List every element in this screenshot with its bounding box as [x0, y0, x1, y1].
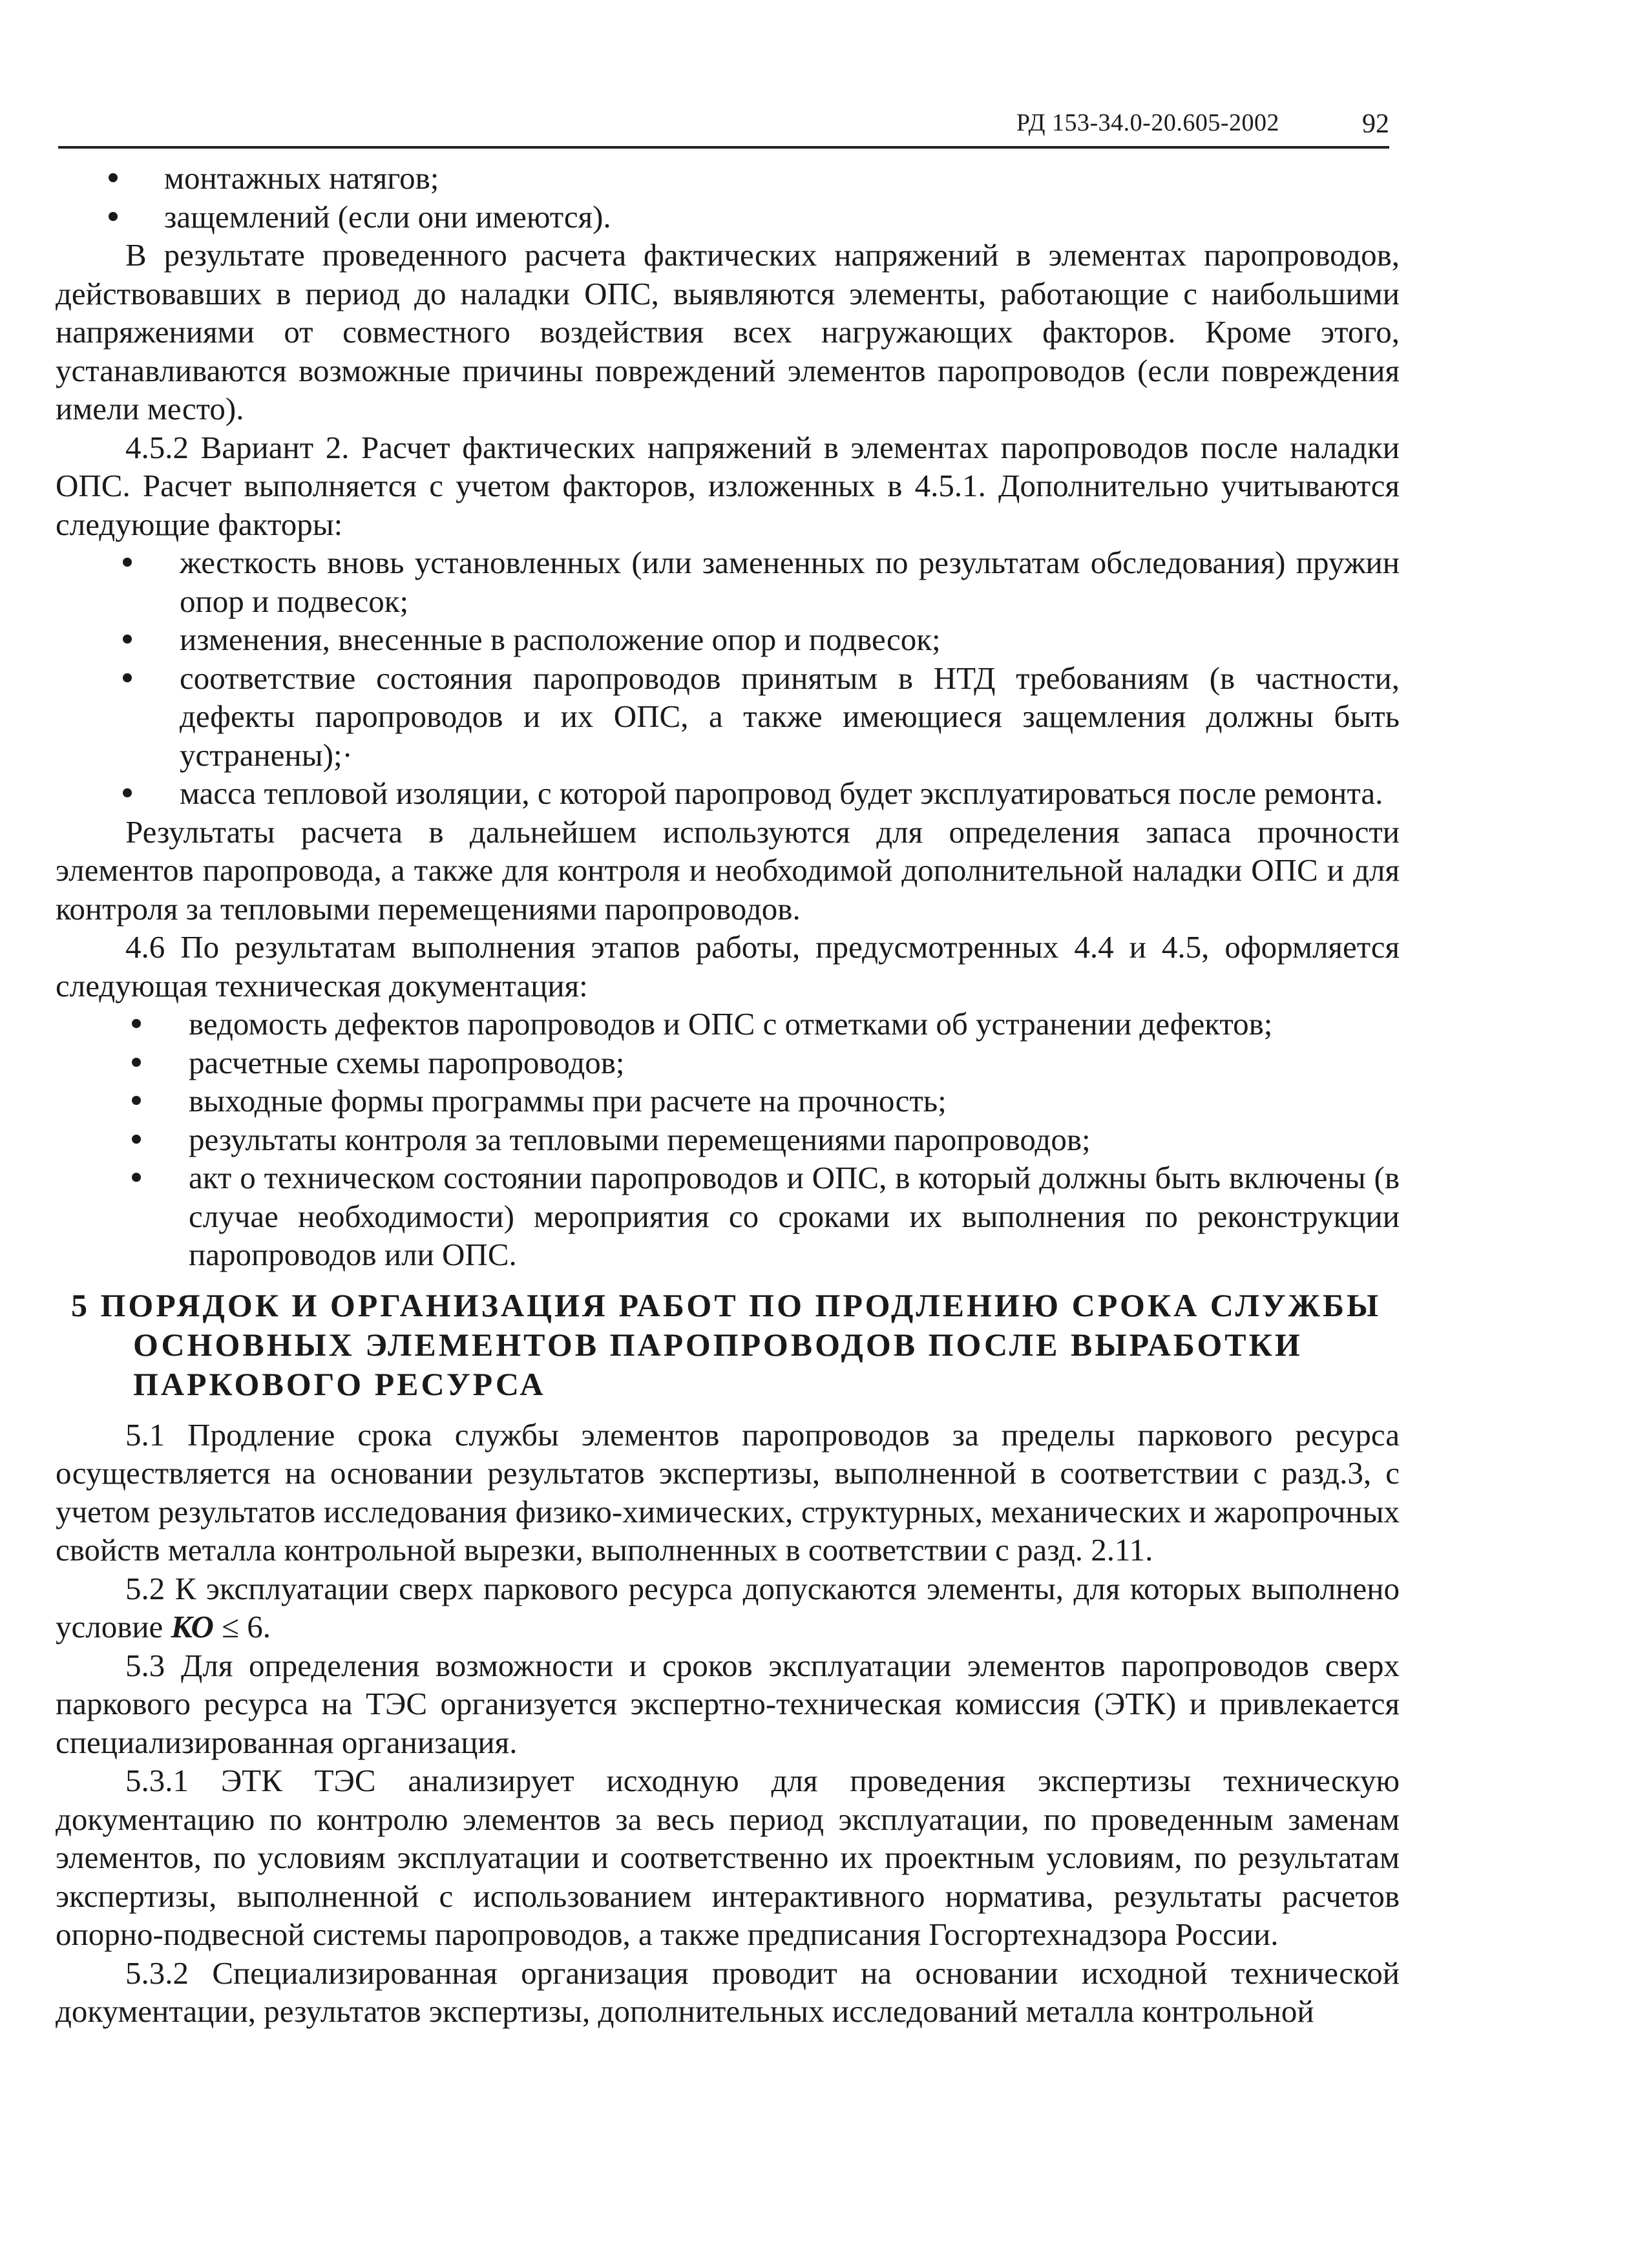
list-item-text: соответствие состояния паропроводов принятым в НТД требованиям (в частности, дефекты паропроводов и их ОПС, а также имеющиеся защемления должны быть устранены);·: [180, 660, 1400, 773]
list-item: [56, 1005, 1400, 1044]
list-item: [56, 159, 1400, 198]
paragraph-4-6: 4.6 По результатам выполнения этапов работы, предусмотренных 4.4 и 4.5, оформляется следующая техническая документация:: [56, 929, 1400, 1003]
formula-ko: КО: [171, 1609, 214, 1644]
paragraph-5-1: 5.1 Продление срока службы элементов паропроводов за пределы паркового ресурса осуществляется на основании результатов экспертизы, выполненной в соответствии с разд.3, с учетом результатов исследования физико-химических, структурных, механических и жаропрочных свойств металла контрольной вырезки, выполненных в соответствии с разд. 2.11.: [56, 1416, 1400, 1568]
list-item: [56, 543, 1400, 620]
list-item-text: изменения, внесенные в расположение опор и подвесок;: [180, 622, 941, 657]
list-item-text: защемлений (если они имеются).: [164, 198, 611, 235]
list-item-text: результаты контроля за тепловыми перемещениями паропроводов;: [189, 1121, 1091, 1157]
bullet-icon: [123, 788, 132, 797]
bullet-list-top: [56, 159, 1400, 236]
bullet-icon: [109, 212, 118, 221]
bullet-icon: [132, 1173, 141, 1182]
section-5-heading: 5 ПОРЯДОК И ОРГАНИЗАЦИЯ РАБОТ ПО ПРОДЛЕНИЮ СРОКА СЛУЖБЫ ОСНОВНЫХ ЭЛЕМЕНТОВ ПАРОПРОВОДОВ ПОСЛЕ ВЫРАБОТКИ ПАРКОВОГО РЕСУРСА: [71, 1286, 1381, 1402]
list-item-text: жесткость вновь установленных (или замененных по результатам обследования) пружин опор и подвесок;: [180, 545, 1400, 619]
page-header: [58, 109, 1389, 149]
list-item: [56, 620, 1400, 659]
list-item-text: ведомость дефектов паропроводов и ОПС с отметками об устранении дефектов;: [189, 1006, 1273, 1042]
bullet-icon: [109, 173, 118, 182]
bullet-list-factors: [56, 543, 1400, 813]
bullet-icon: [123, 673, 132, 682]
list-item: [56, 1120, 1400, 1159]
bullet-icon: [132, 1135, 141, 1144]
paragraph-4-5-2: 4.5.2 Вариант 2. Расчет фактических напряжений в элементах паропроводов после наладки ОПС. Расчет выполняется с учетом факторов, изложенных в 4.5.1. Дополнительно учитываются следующие факторы:: [56, 429, 1400, 542]
list-item-text: монтажных натягов;: [164, 160, 439, 196]
paragraph-5-3-2: 5.3.2 Специализированная организация проводит на основании исходной технической документации, результатов экспертизы, дополнительных исследований металла контрольной: [56, 1955, 1400, 2029]
document-code: РД 153-34.0-20.605-2002: [1016, 109, 1279, 136]
bullet-icon: [123, 635, 132, 644]
list-item: [56, 198, 1400, 236]
page-number: 92: [1362, 109, 1389, 139]
paragraph-results-use: Результаты расчета в дальнейшем используются для определения запаса прочности элементов паропровода, а также для контроля и необходимой дополнительной наладки ОПС и для контроля за тепловыми перемещениями паропроводов.: [56, 814, 1400, 927]
bullet-icon: [123, 558, 132, 567]
paragraph-5-3: 5.3 Для определения возможности и сроков эксплуатации элементов паропроводов сверх паркового ресурса на ТЭС организуется экспертно-техническая комиссия (ЭТК) и привлекается специализированная организация.: [56, 1647, 1400, 1760]
paragraph-result: В результате проведенного расчета фактических напряжений в элементах паропроводов, действовавших в период до наладки ОПС, выявляются элементы, работающие с наибольшими напряжениями от совместного воздействия всех нагружающих факторов. Кроме этого, устанавливаются возможные причины повреждений элементов паропроводов (если повреждения имели место).: [56, 237, 1400, 426]
list-item-text: расчетные схемы паропроводов;: [189, 1044, 625, 1080]
list-item: [56, 659, 1400, 775]
list-item: [56, 1044, 1400, 1082]
list-item: [56, 1159, 1400, 1274]
list-item: [56, 1082, 1400, 1120]
bullet-icon: [132, 1096, 141, 1105]
paragraph-5-2-text: 5.2 К эксплуатации сверх паркового ресурса допускаются элементы, для которых выполнено условие: [56, 1570, 1400, 1644]
bullet-icon: [132, 1019, 141, 1028]
paragraph-5-2: [56, 1570, 1400, 1646]
list-item-text: выходные формы программы при расчете на прочность;: [189, 1083, 947, 1118]
list-item: [56, 774, 1400, 813]
bullet-list-documentation: [56, 1005, 1400, 1274]
list-item-text: акт о техническом состоянии паропроводов и ОПС, в который должны быть включены (в случае необходимости) мероприятия со сроками их выполнения по реконструкции паропроводов или ОПС.: [189, 1160, 1400, 1272]
bullet-icon: [132, 1058, 141, 1067]
page-body: [56, 159, 1400, 2031]
paragraph-5-3-1: 5.3.1 ЭТК ТЭС анализирует исходную для проведения экспертизы техническую документацию по контролю элементов за весь период эксплуатации, по проведенным заменам элементов, по условиям эксплуатации и соответственно их проектным условиям, по результатам экспертизы, выполненной с использованием интерактивного норматива, результаты расчетов опорно-подвесной системы паропроводов, а также предписания Госгортехнадзора России.: [56, 1763, 1400, 1952]
list-item-text: масса тепловой изоляции, с которой паропровод будет эксплуатироваться после ремонта.: [180, 775, 1383, 811]
paragraph-5-2-tail: ≤ 6.: [213, 1609, 271, 1644]
